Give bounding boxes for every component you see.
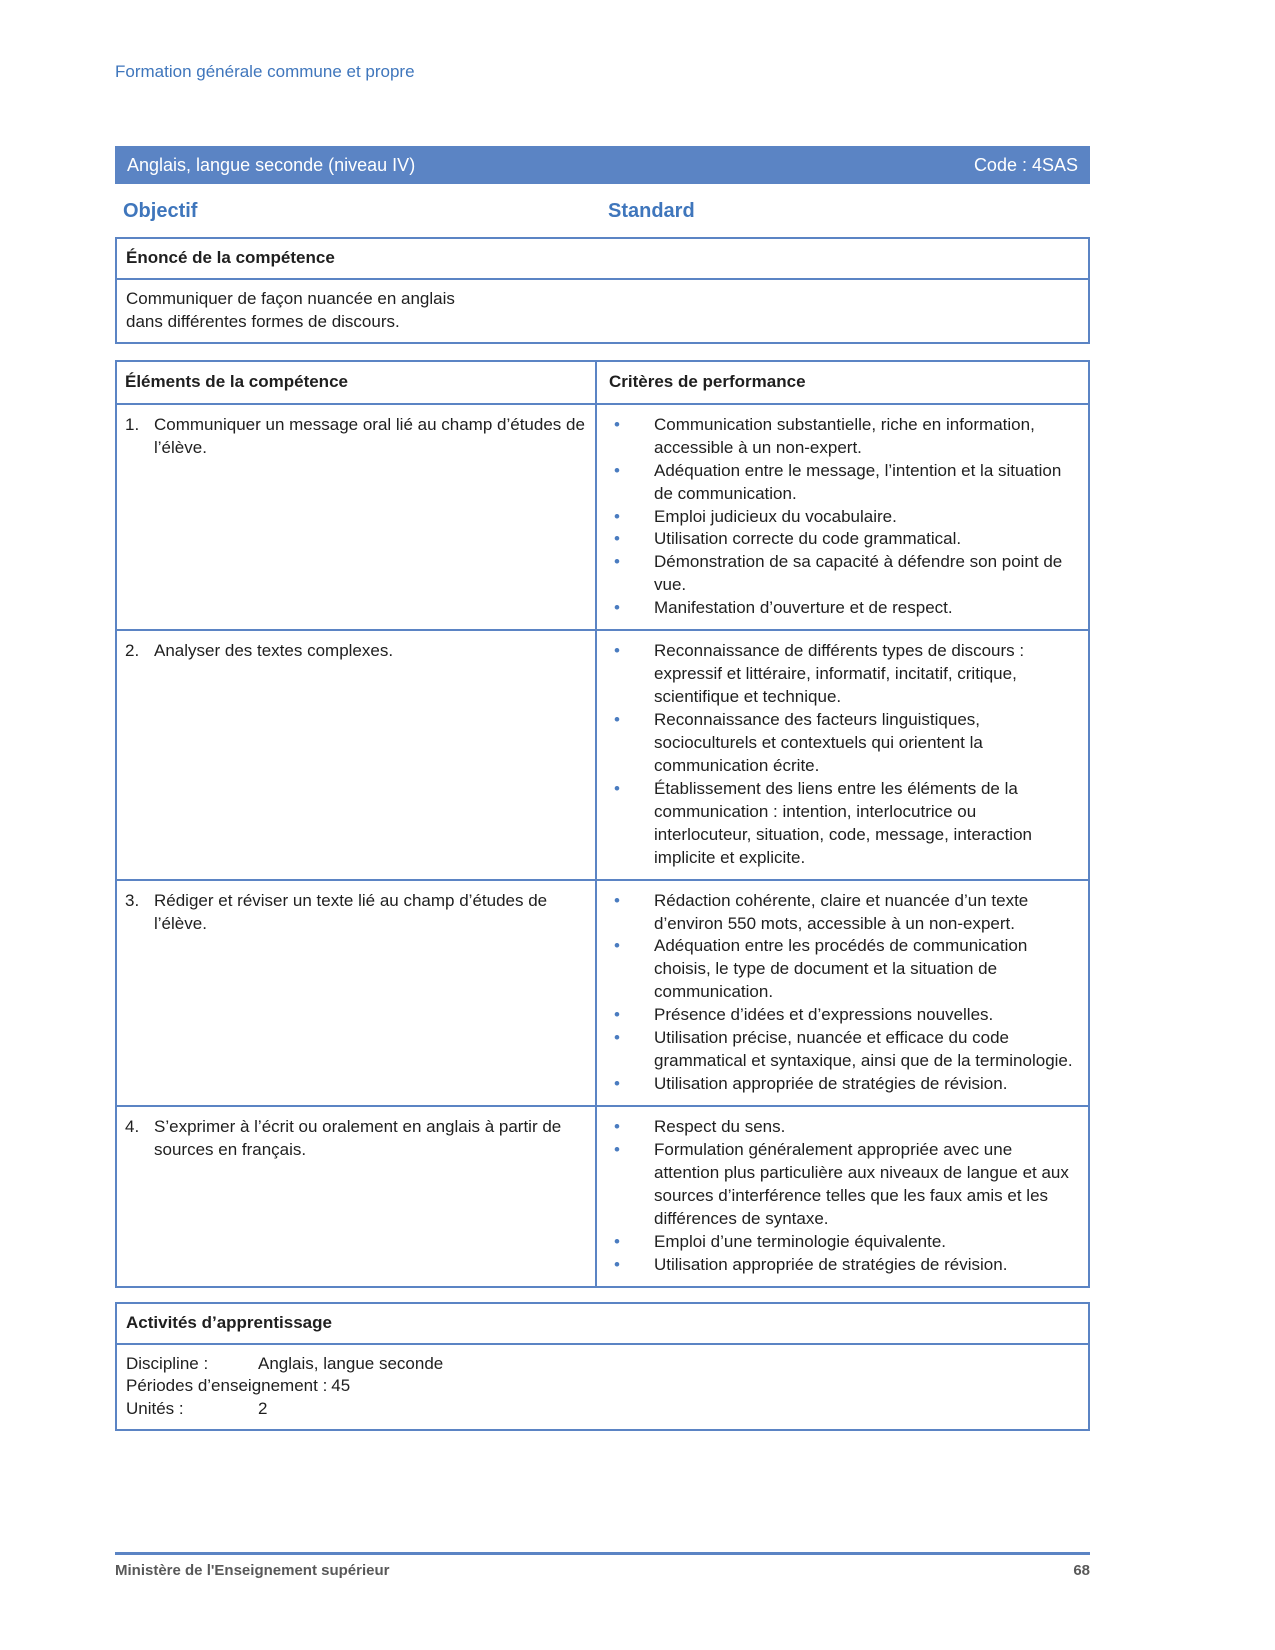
enonce-box [115, 237, 1090, 344]
footer-row [115, 1555, 1090, 1579]
activity-label: Discipline : [126, 1353, 209, 1373]
criteria-item: • Formulation généralement appropriée avec une attention plus particulière aux niveaux de langue et aux sources d’interférence telles que les faux amis et les différences de syntaxe. [597, 1139, 1078, 1231]
footer-page-number: 68 [1073, 1562, 1090, 1579]
enonce-line: dans différentes formes de discours. [126, 311, 400, 331]
criteria-item: • Utilisation appropriée de stratégies de révision. [597, 1254, 1078, 1277]
criteria-item: • Adéquation entre le message, l’intention et la situation de communication. [597, 460, 1078, 506]
element-cell [116, 880, 596, 1106]
column-headings [115, 200, 1090, 223]
activities-box [115, 1302, 1090, 1432]
criteria-item: • Adéquation entre les procédés de communication choisis, le type de document et la situation de communication. [597, 935, 1078, 1004]
table-row [116, 880, 1089, 1106]
activities-header: Activités d’apprentissage [117, 1304, 1088, 1345]
elements-column-header: Éléments de la compétence [116, 361, 596, 404]
criteria-item: • Manifestation d’ouverture et de respect. [597, 597, 1078, 620]
activity-value: 2 [258, 1399, 268, 1419]
element-number: 3. [125, 890, 140, 910]
element-cell [116, 630, 596, 879]
page-footer [115, 1552, 1090, 1579]
element-number: 1. [125, 414, 140, 434]
criteria-item: • Emploi judicieux du vocabulaire. [597, 506, 1078, 529]
criteria-item: • Reconnaissance de différents types de discours : expressif et littéraire, informatif, incitatif, critique, scientifique et technique. [597, 640, 1078, 709]
table-row [116, 630, 1089, 879]
criteria-cell [596, 404, 1089, 630]
activities-body [117, 1345, 1088, 1430]
criteria-list [597, 890, 1078, 1096]
element-number: 4. [125, 1117, 140, 1136]
element-text: Analyser des textes complexes. [154, 641, 394, 661]
element-number: 2. [125, 641, 140, 661]
criteria-item: • Utilisation appropriée de stratégies de révision. [597, 1073, 1078, 1096]
activity-label: Unités : [126, 1399, 184, 1419]
element-cell [116, 1106, 596, 1287]
enonce-body [117, 280, 1088, 342]
element-text: Rédiger et réviser un texte lié au champ d’études de l’élève. [154, 890, 548, 933]
criteria-item: • Communication substantielle, riche en information, accessible à un non-expert. [597, 414, 1078, 460]
document-top-header: Formation générale commune et propre [115, 62, 415, 81]
criteria-cell [596, 1106, 1089, 1287]
activity-line [126, 1353, 1079, 1376]
standard-heading: Standard [608, 200, 695, 222]
enonce-line: Communiquer de façon nuancée en anglais [126, 288, 455, 308]
criteria-list [597, 414, 1078, 620]
criteria-item: • Emploi d’une terminologie équivalente. [597, 1231, 1078, 1254]
enonce-header: Énoncé de la compétence [117, 239, 1088, 280]
criteria-cell [596, 880, 1089, 1106]
competence-table [115, 360, 1090, 1288]
criteria-cell [596, 630, 1089, 879]
criteria-item: • Démonstration de sa capacité à défendre son point de vue. [597, 551, 1078, 597]
activity-line [126, 1398, 1079, 1421]
criteria-item: • Présence d’idées et d’expressions nouvelles. [597, 1004, 1078, 1027]
criteria-item: • Établissement des liens entre les éléments de la communication : intention, interlocutrice ou interlocuteur, situation, code, message, interaction implicite et explicite. [597, 778, 1078, 870]
footer-ministry: Ministère de l'Enseignement supérieur [115, 1562, 390, 1579]
activity-label: Périodes d’enseignement : [126, 1376, 328, 1396]
criteria-list [597, 640, 1078, 869]
element-text: S’exprimer à l’écrit ou oralement en anglais à partir de sources en français. [154, 1117, 562, 1159]
activity-line [126, 1375, 1079, 1398]
element-text: Communiquer un message oral lié au champ d’études de l’élève. [154, 414, 585, 457]
table-header-row [116, 361, 1089, 404]
course-banner [115, 146, 1090, 184]
criteria-item: • Reconnaissance des facteurs linguistiques, socioculturels et contextuels qui orientent la communication écrite. [597, 709, 1078, 778]
activity-value: 45 [331, 1376, 351, 1396]
criteres-column-header: Critères de performance [596, 361, 1089, 404]
table-row [116, 404, 1089, 630]
criteria-item: • Rédaction cohérente, claire et nuancée d’un texte d’environ 550 mots, accessible à un non-expert. [597, 890, 1078, 936]
criteria-item: • Respect du sens. [597, 1116, 1078, 1139]
activity-value: Anglais, langue seconde [258, 1353, 444, 1373]
element-cell [116, 404, 596, 630]
course-title: Anglais, langue seconde (niveau IV) [127, 154, 416, 175]
objectif-heading: Objectif [123, 200, 198, 222]
table-row [116, 1106, 1089, 1287]
criteria-list [597, 1116, 1078, 1277]
criteria-item: • Utilisation correcte du code grammatical. [597, 528, 1078, 551]
course-code: Code : 4SAS [973, 154, 1078, 175]
criteria-item: • Utilisation précise, nuancée et efficace du code grammatical et syntaxique, ainsi que de la terminologie. [597, 1027, 1078, 1073]
